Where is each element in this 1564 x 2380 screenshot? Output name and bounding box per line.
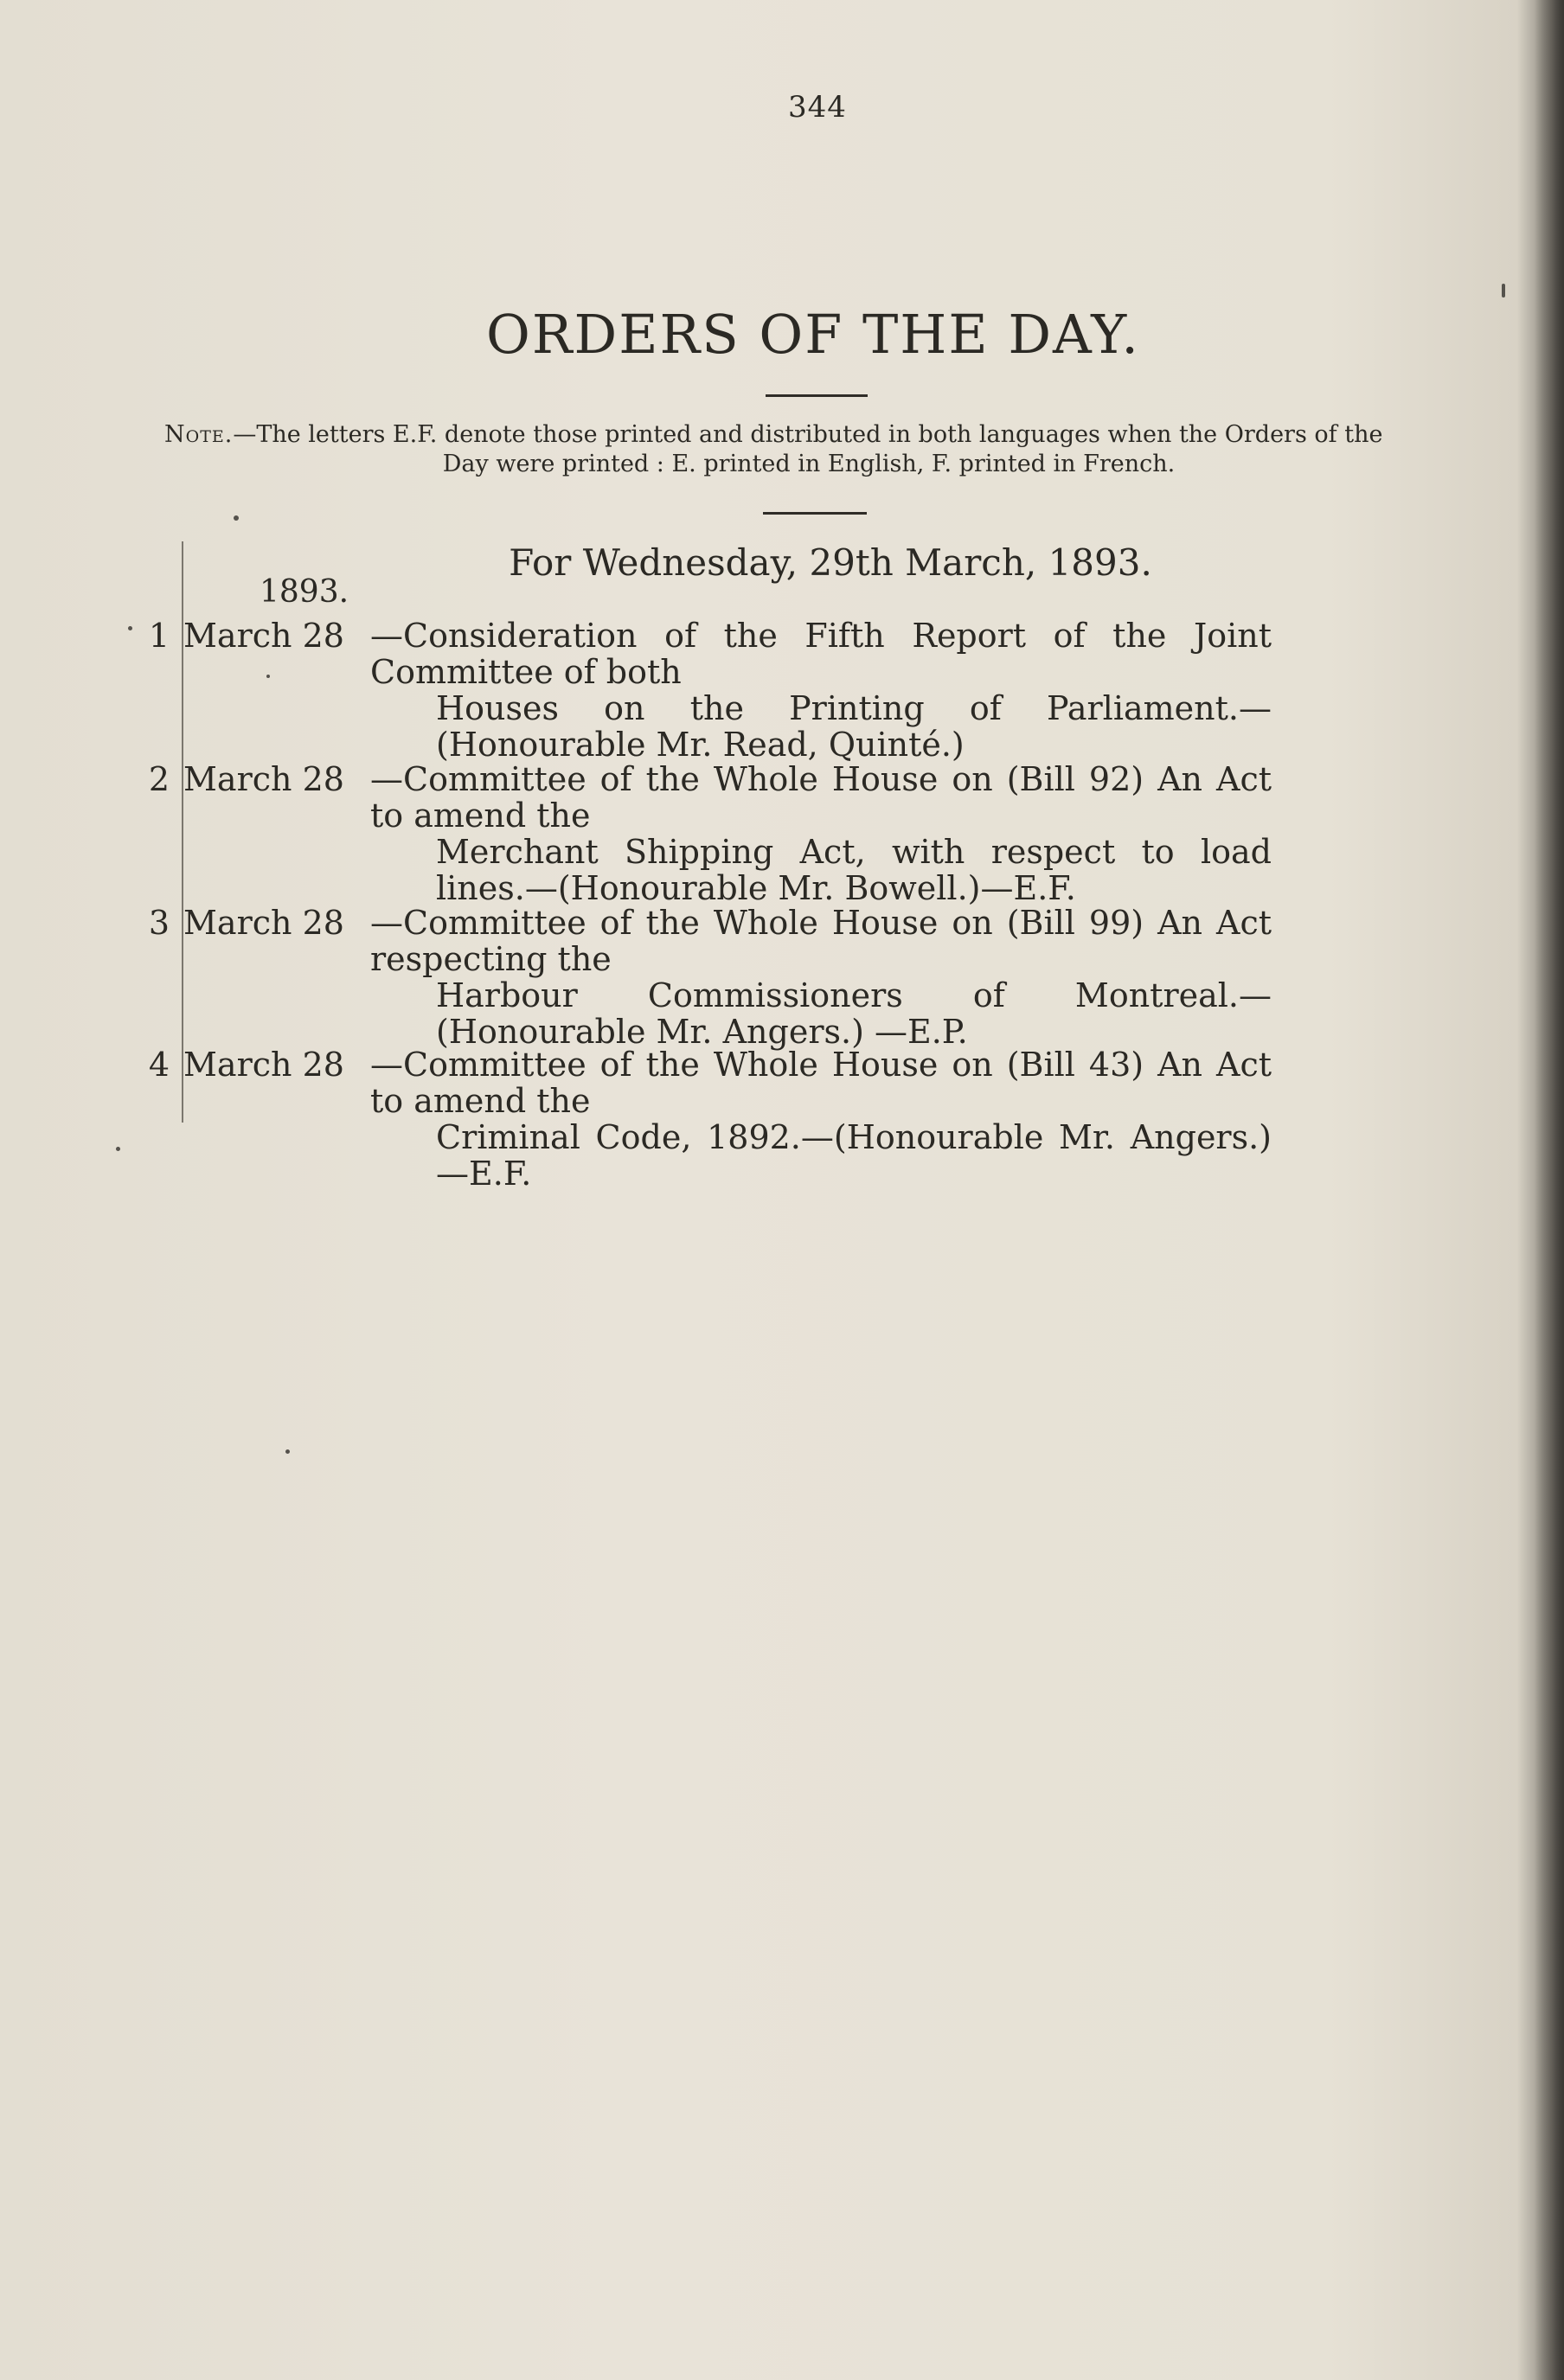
page-number: 344 xyxy=(788,90,847,125)
order-number: 1 xyxy=(148,617,170,655)
paper-speck xyxy=(128,626,132,630)
year-label: 1893. xyxy=(260,574,349,610)
order-text-rest: Merchant Shipping Act, with respect to load lines.—(Honourable Mr. Bowell.)—E.F. xyxy=(436,833,1272,907)
order-number: 3 xyxy=(148,904,170,942)
order-text-rest: Houses on the Printing of Parliament.—(Honourable Mr. Read, Quinté.) xyxy=(436,689,1272,764)
order-text-first-line: —Committee of the Whole House on (Bill 99) An Act respecting the xyxy=(370,904,1272,978)
order-text xyxy=(370,617,1272,763)
title-rule xyxy=(766,394,868,397)
order-date: March 28 xyxy=(183,617,344,655)
order-text xyxy=(370,905,1272,1050)
order-date: March 28 xyxy=(183,760,344,798)
paper-speck xyxy=(116,1147,120,1151)
note-line-2: Day were printed : E. printed in English, F. printed in French. xyxy=(442,451,1176,477)
order-date: March 28 xyxy=(183,1046,344,1084)
order-text-first-line: —Committee of the Whole House on (Bill 43) An Act to amend the xyxy=(370,1046,1272,1120)
paper-speck xyxy=(1502,284,1505,298)
order-text-first-line: —Committee of the Whole House on (Bill 92) An Act to amend the xyxy=(370,760,1272,835)
order-text-rest: Harbour Commissioners of Montreal.—(Honourable Mr. Angers.) —E.P. xyxy=(436,976,1272,1051)
note-line-1: —The letters E.F. denote those printed and distributed in both languages when the Orders of the xyxy=(233,421,1383,448)
order-item xyxy=(147,617,1479,764)
paper-speck xyxy=(266,675,270,678)
paper-speck xyxy=(285,1449,290,1454)
order-text xyxy=(370,761,1272,906)
order-text xyxy=(370,1046,1272,1192)
order-number: 2 xyxy=(148,760,170,798)
order-text-rest: Criminal Code, 1892.—(Honourable Mr. Angers.)—E.F. xyxy=(436,1118,1272,1193)
paper-speck xyxy=(234,515,239,521)
order-item xyxy=(147,760,1479,907)
order-number: 4 xyxy=(148,1046,170,1084)
section-title: ORDERS OF THE DAY. xyxy=(486,303,1140,366)
order-item xyxy=(147,1046,1479,1193)
order-date: March 28 xyxy=(183,904,344,942)
note-paragraph xyxy=(164,420,1462,479)
note-label: Note. xyxy=(164,421,234,448)
note-rule xyxy=(763,512,867,515)
date-heading: For Wednesday, 29th March, 1893. xyxy=(509,541,1152,584)
order-text-first-line: —Consideration of the Fifth Report of the Joint Committee of both xyxy=(370,617,1272,691)
order-item xyxy=(147,904,1479,1051)
